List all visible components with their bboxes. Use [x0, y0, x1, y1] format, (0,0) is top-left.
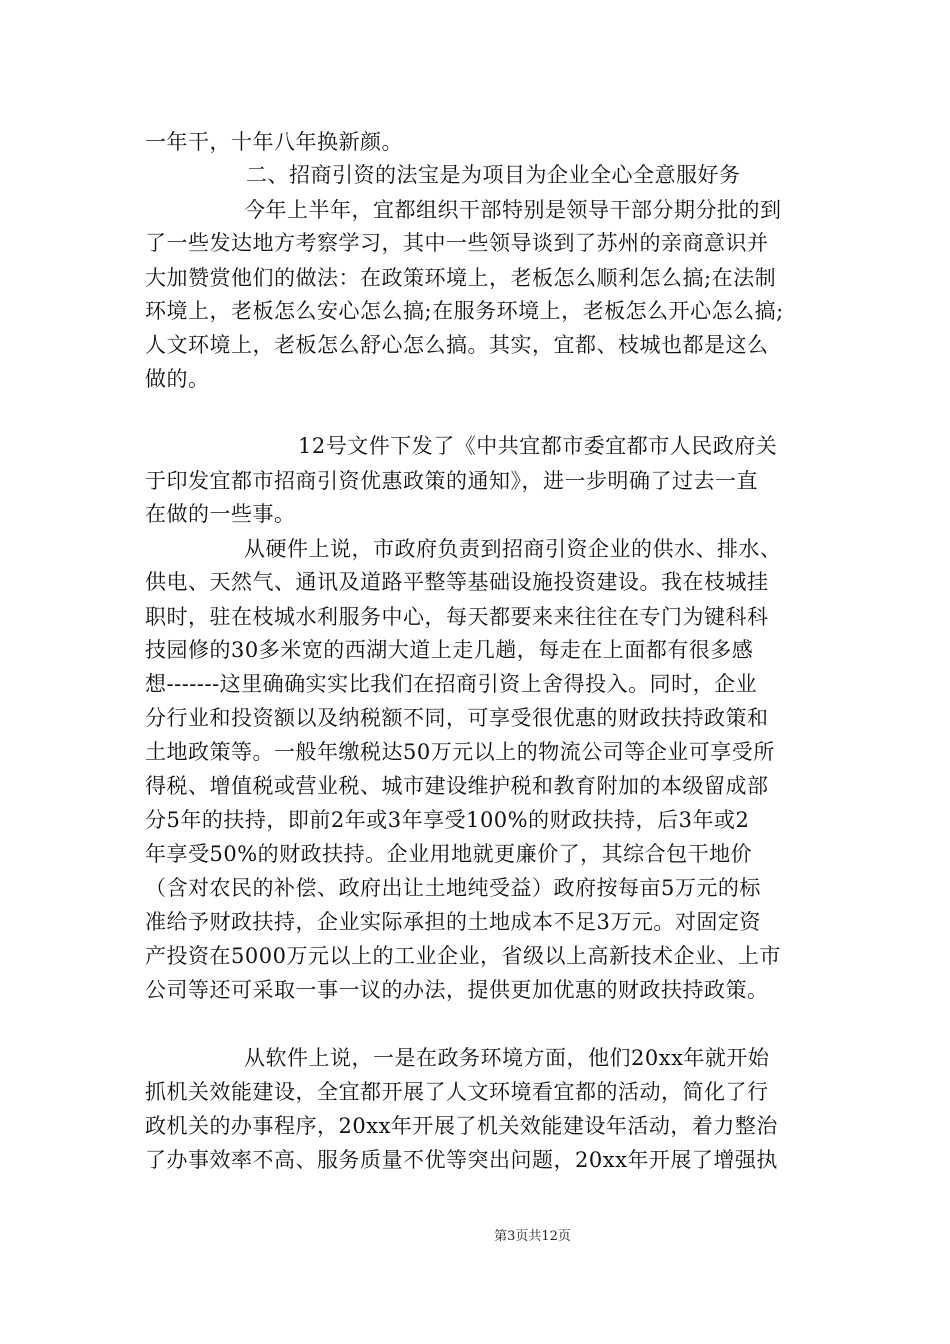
- text-line: 想-------这里确确实实比我们在招商引资上舍得投入。同时，企业: [145, 672, 758, 696]
- text-line: 分5年的扶持，即前2年或3年享受100%的财政扶持，后3年或2: [145, 808, 750, 832]
- text-line: 得税、增值税或营业税、城市建设维护税和教育附加的本级留成部: [145, 774, 769, 798]
- text-line: 人文环境上，老板怎么舒心怎么搞。其实，宜都、枝城也都是这么: [145, 333, 769, 357]
- text-line: 于印发宜都市招商引资优惠政策的通知》，进一步明确了过去一直: [145, 469, 758, 493]
- text-line: 土地政策等。一般年缴税达50万元以上的物流公司等企业可享受所: [145, 740, 775, 764]
- text-line: 分行业和投资额以及纳税额不同，可享受很优惠的财政扶持政策和: [145, 706, 769, 730]
- text-line: 了办事效率不高、服务质量不优等突出问题，20xx年开展了增强执: [145, 1148, 778, 1172]
- text-line: 职时，驻在枝城水利服务中心，每天都要来来往往在专门为键科科: [145, 605, 769, 629]
- text-line: 大加赞赏他们的做法：在政策环境上，老板怎么顺利怎么搞;在法制: [145, 266, 777, 290]
- text-line: 12号文件下发了《中共宜都市委宜都市人民政府关: [298, 434, 778, 458]
- text-line: 环境上，老板怎么安心怎么搞;在服务环境上，老板怎么开心怎么搞;: [145, 299, 784, 323]
- text-line: 从软件上说，一是在政务环境方面，他们20xx年就开始: [244, 1046, 770, 1070]
- text-line: 年享受50%的财政扶持。企业用地就更廉价了，其综合包干地价: [145, 842, 753, 866]
- text-line: 抓机关效能建设，全宜都开展了人文环境看宜都的活动，简化了行: [145, 1080, 769, 1104]
- text-line: 供电、天然气、通讯及道路平整等基础设施投资建设。我在枝城挂: [145, 570, 769, 594]
- text-line: 公司等还可采取一事一议的办法，提供更加优惠的财政扶持政策。: [145, 978, 769, 1002]
- text-line: 准给予财政扶持，企业实际承担的土地成本不足3万元。对固定资: [145, 910, 761, 934]
- text-line: 做的。: [145, 367, 210, 391]
- text-line: 今年上半年，宜都组织干部特别是领导干部分期分批的到: [244, 198, 782, 222]
- text-line: 在做的一些事。: [145, 502, 296, 526]
- text-line: 一年干，十年八年换新颜。: [145, 130, 403, 154]
- section-heading: 二、招商引资的法宝是为项目为企业全心全意服好务: [246, 163, 741, 187]
- text-line: （含对农民的补偿、政府出让土地纯受益）政府按每亩5万元的标: [145, 876, 761, 900]
- text-line: 技园修的30多米宽的西湖大道上走几趟，每走在上面都有很多感: [145, 638, 754, 662]
- text-line: 产投资在5000万元以上的工业企业，省级以上高新技术企业、上市: [145, 944, 781, 968]
- text-line: 了一些发达地方考察学习，其中一些领导谈到了苏州的亲商意识并: [145, 231, 769, 255]
- text-line: 从硬件上说，市政府负责到招商引资企业的供水、排水、: [244, 537, 782, 561]
- page-number-footer: 第3页共12页: [494, 1229, 571, 1244]
- text-line: 政机关的办事程序，20xx年开展了机关效能建设年活动，着力整治: [145, 1114, 778, 1138]
